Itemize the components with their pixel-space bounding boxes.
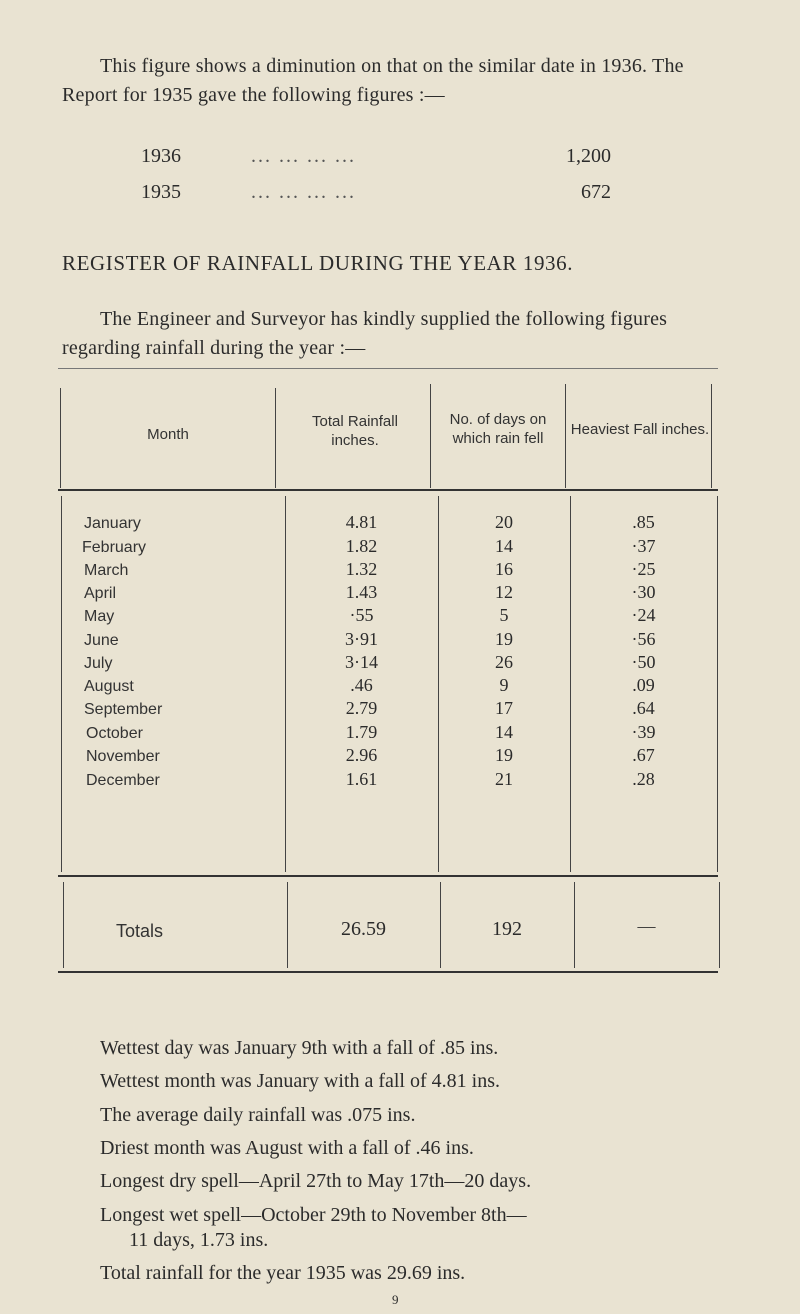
table-col-rule [565, 384, 566, 488]
table-col-rule [61, 496, 62, 872]
table-col-rule [719, 882, 720, 968]
row-heaviest: .09 [632, 675, 655, 695]
table-rule-totals [58, 875, 718, 877]
row-total: 1.82 [345, 536, 378, 556]
row-month: February [82, 539, 147, 556]
header-month: Month [147, 426, 189, 443]
row-month: September [84, 701, 163, 718]
table-col-rule [275, 388, 276, 488]
row-days: 16 [495, 559, 513, 579]
row-heaviest: ·37 [631, 536, 656, 556]
row-days: 20 [495, 512, 513, 532]
note-line: The average daily rainfall was .075 ins. [100, 1104, 416, 1126]
row-total: ·55 [349, 605, 374, 625]
intro-paragraph: This figure shows a diminution on that on the similar date in 1936. The Report for 1935 gave the following figures :— [62, 55, 684, 106]
figure-value: 672 [581, 181, 611, 203]
row-days: 14 [495, 722, 513, 742]
row-heaviest: ·56 [631, 629, 656, 649]
row-month: April [84, 585, 117, 602]
row-total: 2.79 [345, 698, 378, 718]
row-days: 19 [495, 629, 513, 649]
row-total: 1.43 [345, 582, 378, 602]
table-col-rule [60, 388, 61, 488]
note-line: Longest dry spell—April 27th to May 17th—20 days. [100, 1170, 532, 1192]
row-month: August [84, 678, 134, 695]
row-total: 1.61 [345, 769, 378, 789]
row-month: October [86, 725, 143, 742]
row-total: .46 [350, 675, 373, 695]
row-total: 1.79 [345, 722, 378, 742]
row-total: 1.32 [345, 559, 378, 579]
row-total: 2.96 [345, 745, 378, 765]
row-heaviest: ·25 [631, 559, 656, 579]
row-days: 9 [499, 675, 509, 695]
table-col-rule [717, 496, 718, 872]
figure-year: 1936 [141, 145, 181, 167]
row-month: January [84, 515, 141, 532]
table-col-rule [711, 384, 712, 488]
row-days: 12 [495, 582, 513, 602]
note-line: Longest wet spell—October 29th to November 8th— [100, 1204, 527, 1226]
page-number: 9 [392, 1292, 399, 1307]
row-days: 14 [495, 536, 513, 556]
note-line: Wettest month was January with a fall of 4.81 ins. [100, 1070, 500, 1092]
row-days: 5 [499, 605, 509, 625]
table-rule-top [58, 368, 718, 369]
row-heaviest: .67 [632, 745, 655, 765]
table-rule-bottom [58, 971, 718, 973]
note-line: Total rainfall for the year 1935 was 29.69 ins. [100, 1262, 466, 1284]
row-month: July [84, 655, 113, 672]
totals-label: Totals [116, 921, 164, 941]
header-total-rainfall: Total Rainfall inches. [312, 413, 398, 449]
row-heaviest: .85 [632, 512, 655, 532]
row-heaviest: ·50 [631, 652, 656, 672]
row-heaviest: .28 [632, 769, 655, 789]
table-rule-header [58, 489, 718, 491]
row-month: June [84, 632, 119, 649]
figure-value: 1,200 [566, 145, 611, 167]
header-rain-days: No. of days on which rain fell [449, 411, 547, 447]
totals-rainfall: 26.59 [341, 918, 386, 940]
row-heaviest: ·24 [631, 605, 656, 625]
note-line: Wettest day was January 9th with a fall of .85 ins. [100, 1037, 499, 1059]
row-days: 26 [495, 652, 513, 672]
row-month: November [86, 748, 160, 765]
header-heaviest-fall: Heaviest Fall inches. [570, 421, 710, 438]
row-total: 3·91 [345, 629, 378, 649]
table-col-rule [63, 882, 64, 968]
section-heading: REGISTER OF RAINFALL DURING THE YEAR 1936. [62, 251, 574, 275]
row-days: 17 [495, 698, 513, 718]
row-days: 19 [495, 745, 513, 765]
row-heaviest: ·39 [631, 722, 656, 742]
totals-days: 192 [492, 918, 522, 940]
note-line: 11 days, 1.73 ins. [129, 1229, 269, 1251]
row-heaviest: .64 [632, 698, 655, 718]
note-line: Driest month was August with a fall of .46 ins. [100, 1137, 474, 1159]
table-col-rule [430, 384, 431, 488]
row-total: 4.81 [345, 512, 378, 532]
row-heaviest: ·30 [631, 582, 656, 602]
leader-dots: ... ... ... ... [251, 145, 356, 167]
row-total: 3·14 [345, 652, 378, 672]
row-days: 21 [495, 769, 513, 789]
figure-year: 1935 [141, 181, 181, 203]
row-month: May [84, 608, 115, 625]
row-month: March [84, 562, 129, 579]
row-month: December [86, 772, 160, 789]
totals-heaviest: — [637, 916, 656, 936]
leader-dots: ... ... ... ... [251, 181, 356, 203]
lead-paragraph: The Engineer and Surveyor has kindly supplied the following figures regarding rainfall during the year :— [62, 308, 668, 359]
